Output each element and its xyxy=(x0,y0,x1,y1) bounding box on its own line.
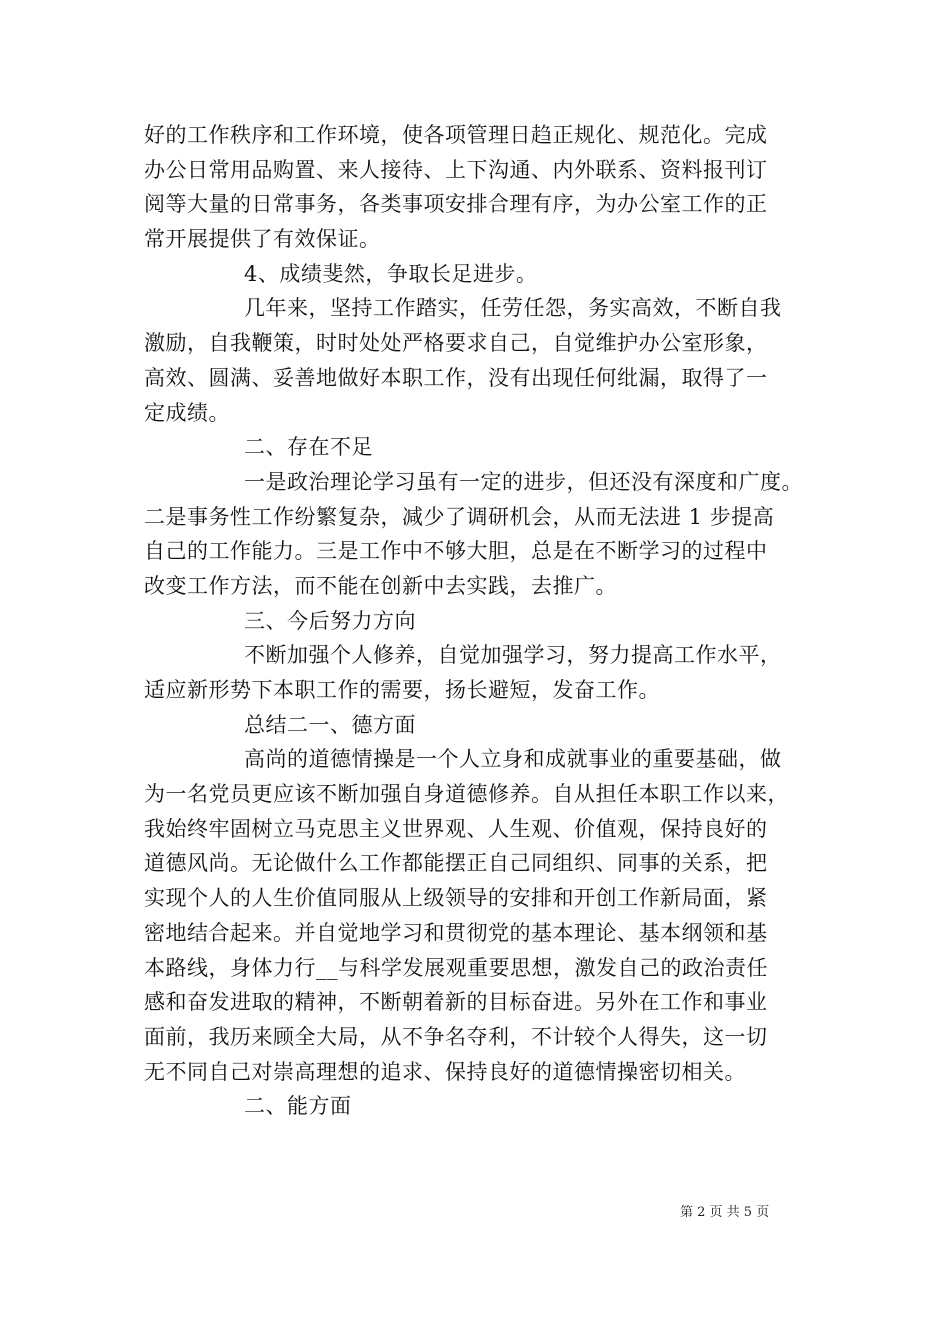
text-line: 总结二一、德方面 xyxy=(244,712,416,737)
page-number: 第 2 页 共 5 页 xyxy=(680,1205,770,1220)
text-line: 好的工作秩序和工作环境，使各项管理日趋正规化、规范化。完成 xyxy=(144,123,768,147)
text-line: 一是政治理论学习虽有一定的进步，但还没有深度和广度。 xyxy=(244,469,803,494)
text-line: 4、成绩斐然，争取长足进步。 xyxy=(244,261,538,286)
text-line: 几年来，坚持工作踏实，任劳任怨，务实高效，不断自我 xyxy=(244,296,782,321)
text-line: 常开展提供了有效保证。 xyxy=(144,227,381,252)
text-line: 高效、圆满、妥善地做好本职工作，没有出现任何纰漏，取得了一 xyxy=(144,365,768,390)
text-line: 实现个人的人生价值同服从上级领导的安排和开创工作新局面，紧 xyxy=(144,886,768,911)
text-line: 本路线，身体力行__与科学发展观重要思想，激发自己的政治责任 xyxy=(144,955,768,980)
text-line: 三、今后努力方向 xyxy=(244,608,416,633)
text-line: 高尚的道德情操是一个人立身和成就事业的重要基础，做 xyxy=(244,747,782,772)
text-line: 阅等大量的日常事务，各类事项安排合理有序，为办公室工作的正 xyxy=(144,192,768,217)
text-line: 密地结合起来。并自觉地学习和贯彻党的基本理论、基本纲领和基 xyxy=(144,920,768,945)
text-line: 不断加强个人修养，自觉加强学习，努力提高工作水平， xyxy=(244,643,782,668)
text-line: 定成绩。 xyxy=(144,400,230,425)
text-line: 道德风尚。无论做什么工作都能摆正自己同组织、同事的关系，把 xyxy=(144,851,768,876)
text-line: 办公日常用品购置、来人接待、上下沟通、内外联系、资料报刊订 xyxy=(144,157,768,182)
text-line: 二、存在不足 xyxy=(244,435,373,460)
text-line: 适应新形势下本职工作的需要，扬长避短，发奋工作。 xyxy=(144,678,660,702)
text-line: 无不同自己对崇高理想的追求、保持良好的道德情操密切相关。 xyxy=(144,1059,746,1084)
text-line: 二、能方面 xyxy=(244,1094,352,1119)
text-line: 感和奋发进取的精神，不断朝着新的目标奋进。另外在工作和事业 xyxy=(144,990,768,1015)
text-line: 改变工作方法，而不能在创新中去实践，去推广。 xyxy=(144,573,617,598)
text-line: 为一名党员更应该不断加强自身道德修养。自从担任本职工作以来， xyxy=(144,782,789,807)
text-line: 自己的工作能力。三是工作中不够大胆，总是在不断学习的过程中 xyxy=(144,539,768,564)
text-line: 二是事务性工作纷繁复杂，减少了调研机会，从而无法进 1 步提高 xyxy=(144,504,775,529)
text-line: 面前，我历来顾全大局，从不争名夺利，不计较个人得失，这一切 xyxy=(144,1024,768,1049)
text-line: 激励，自我鞭策，时时处处严格要求自己，自觉维护办公室形象， xyxy=(144,331,768,356)
document-body xyxy=(144,118,824,1124)
text-line: 我始终牢固树立马克思主义世界观、人生观、价值观，保持良好的 xyxy=(144,816,768,841)
